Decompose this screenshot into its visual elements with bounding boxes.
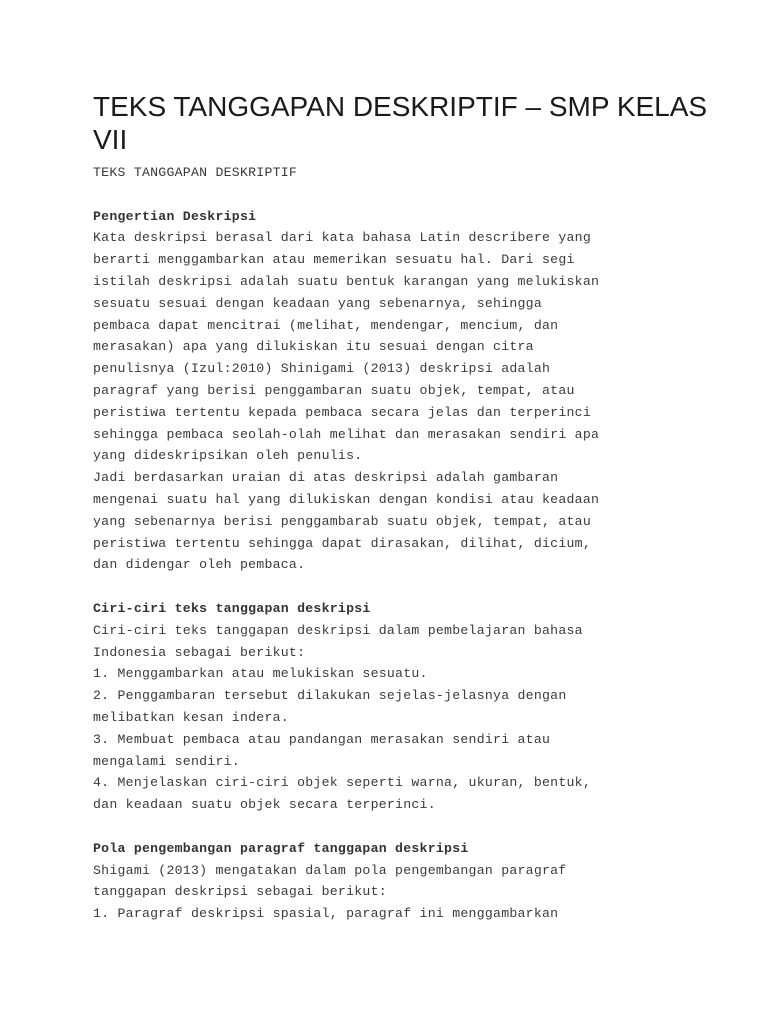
- section-heading: Pola pengembangan paragraf tanggapan deskripsi: [93, 840, 469, 856]
- document-body: [93, 162, 733, 925]
- text-line: merasakan) apa yang dilukiskan itu sesuai dengan citra: [93, 339, 534, 355]
- text-line: dan didengar oleh pembaca.: [93, 557, 306, 573]
- text-line: peristiwa tertentu sehingga dapat dirasakan, dilihat, dicium,: [93, 535, 591, 551]
- text-line: sehingga pembaca seolah-olah melihat dan merasakan sendiri apa: [93, 426, 600, 442]
- text-line: peristiwa tertentu kepada pembaca secara jelas dan terperinci: [93, 404, 591, 420]
- list-item: 4. Menjelaskan ciri-ciri objek seperti warna, ukuran, bentuk,: [93, 775, 591, 791]
- text-line: yang sebenarnya berisi penggambarab suatu objek, tempat, atau: [93, 513, 591, 529]
- text-line: tanggapan deskripsi sebagai berikut:: [93, 884, 387, 900]
- text-line: penulisnya (Izul:2010) Shinigami (2013) deskripsi adalah: [93, 361, 551, 377]
- text-line: paragraf yang berisi penggambaran suatu objek, tempat, atau: [93, 382, 575, 398]
- list-item: 2. Penggambaran tersebut dilakukan sejelas-jelasnya dengan: [93, 688, 567, 704]
- text-line: Indonesia sebagai berikut:: [93, 644, 306, 660]
- spacer: [93, 184, 733, 206]
- text-line: mengalami sendiri.: [93, 753, 240, 769]
- text-line: Shigami (2013) mengatakan dalam pola pengembangan paragraf: [93, 862, 567, 878]
- text-line: berarti menggambarkan atau memerikan sesuatu hal. Dari segi: [93, 252, 575, 268]
- text-line: mengenai suatu hal yang dilukiskan dengan kondisi atau keadaan: [93, 491, 600, 507]
- text-line: yang dideskripsikan oleh penulis.: [93, 448, 363, 464]
- text-line: sesuatu sesuai dengan keadaan yang sebenarnya, sehingga: [93, 295, 543, 311]
- list-item: 3. Membuat pembaca atau pandangan merasakan sendiri atau: [93, 731, 551, 747]
- text-line: Ciri-ciri teks tanggapan deskripsi dalam pembelajaran bahasa: [93, 622, 583, 638]
- text-line: Kata deskripsi berasal dari kata bahasa Latin describere yang: [93, 230, 591, 246]
- text-line: melibatkan kesan indera.: [93, 709, 289, 725]
- list-item: 1. Menggambarkan atau melukiskan sesuatu.: [93, 666, 428, 682]
- text-line: pembaca dapat mencitrai (melihat, mendengar, mencium, dan: [93, 317, 559, 333]
- page-title: TEKS TANGGAPAN DESKRIPTIF – SMP KELAS VII: [93, 91, 708, 155]
- text-line: dan keadaan suatu objek secara terperinci.: [93, 797, 436, 813]
- text-line: istilah deskripsi adalah suatu bentuk karangan yang melukiskan: [93, 273, 600, 289]
- spacer: [93, 816, 733, 838]
- document-heading: TEKS TANGGAPAN DESKRIPTIF: [93, 165, 298, 180]
- text-line: Jadi berdasarkan uraian di atas deskripsi adalah gambaran: [93, 470, 559, 486]
- list-item: 1. Paragraf deskripsi spasial, paragraf ini menggambarkan: [93, 906, 559, 922]
- spacer: [93, 576, 733, 598]
- section-heading: Pengertian Deskripsi: [93, 208, 257, 224]
- section-heading: Ciri-ciri teks tanggapan deskripsi: [93, 600, 371, 616]
